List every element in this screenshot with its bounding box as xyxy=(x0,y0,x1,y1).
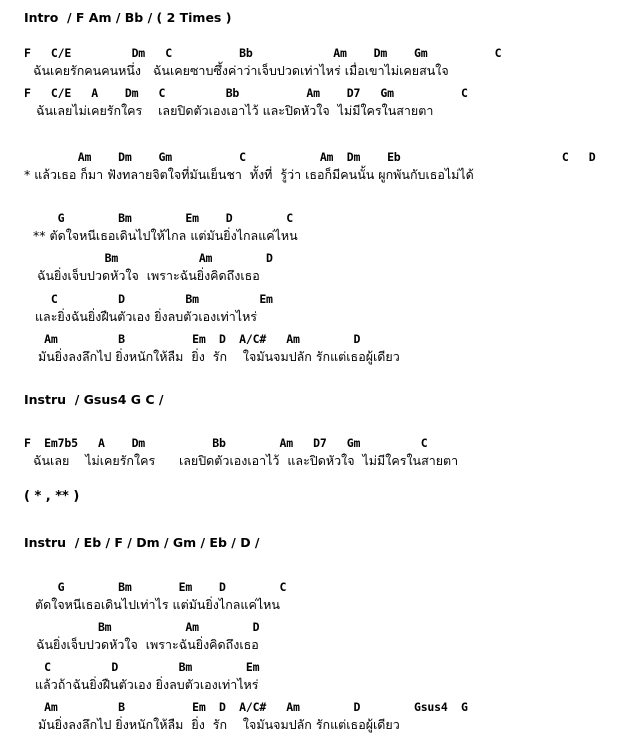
section-header: Instru / Eb / F / Dm / Gm / Eb / D / xyxy=(24,535,260,550)
lyric-line: ** ตัดใจหนีเธอเดินไปให้ไกล แต่มันยิ่งไกลแค่ไหน xyxy=(33,228,298,243)
lyric-line: ตัดใจหนีเธอเดินไปเท่าไร แต่มันยิ่งไกลแค่ไหน xyxy=(35,597,280,612)
chord-line: C D Bm Em xyxy=(24,292,273,306)
lyric-line: ฉันเลย ไม่เคยรักใคร เลยปิดตัวเองเอาไว้ และปิดหัวใจ ไม่มีใครในสายตา xyxy=(33,453,459,468)
chord-line: G Bm Em D C xyxy=(24,211,293,225)
section-header: Instru / Gsus4 G C / xyxy=(24,392,164,407)
lyric-line: * แล้วเธอ ก็มา ฟังทลายจิตใจที่มันเย็นชา ทั้งที่ รู้ว่า เธอก็มีคนนั้น ผูกพันกับเธอไม่ได้ xyxy=(24,167,474,182)
chord-line: F C/E Dm C Bb Am Dm Gm C xyxy=(24,46,502,60)
lyric-line: มันยิ่งลงลึกไป ยิ่งหนักให้ลืม ยิ่ง รัก ใจมันจมปลัก รักแต่เธอผู้เดียว xyxy=(38,349,400,364)
lyric-line: แล้วถ้าฉันยิ่งฝืนตัวเอง ยิ่งลบตัวเองเท่าไหร่ xyxy=(35,677,259,692)
lyric-line: ฉันเลยไม่เคยรักใคร เลยปิดตัวเองเอาไว้ และปิดหัวใจ ไม่มีใครในสายตา xyxy=(36,103,434,118)
chord-line: Bm Am D xyxy=(24,251,273,265)
chord-line: Am Dm Gm C Am Dm Eb C D xyxy=(24,150,596,164)
chord-line: G Bm Em D C xyxy=(24,580,287,594)
lyric-line: ฉันยิ่งเจ็บปวดหัวใจ เพราะฉันยิ่งคิดถึงเธอ xyxy=(37,268,260,283)
chord-line: C D Bm Em xyxy=(24,660,260,674)
lyric-line: และยิ่งฉันยิ่งฝืนตัวเอง ยิ่งลบตัวเองเท่าไหร่ xyxy=(35,309,258,324)
lyric-line: มันยิ่งลงลึกไป ยิ่งหนักให้ลืม ยิ่ง รัก ใจมันจมปลัก รักแต่เธอผู้เดียว xyxy=(38,717,400,732)
chord-line: Am B Em D A/C# Am D Gsus4 G xyxy=(24,700,468,714)
repeat-marker: ( * , ** ) xyxy=(24,489,80,504)
chord-line: F Em7b5 A Dm Bb Am D7 Gm C xyxy=(24,436,428,450)
lyric-line: ฉันเคยรักคนคนหนึ่ง ฉันเคยซาบซึ้งค่าว่าเจ็บปวดเท่าไหร่ เมื่อเขาไม่เคยสนใจ xyxy=(33,63,449,78)
chord-line: F C/E A Dm C Bb Am D7 Gm C xyxy=(24,86,468,100)
chord-line: Bm Am D xyxy=(24,620,260,634)
section-header: Intro / F Am / Bb / ( 2 Times ) xyxy=(24,10,232,25)
chord-line: Am B Em D A/C# Am D xyxy=(24,332,361,346)
lyric-line: ฉันยิ่งเจ็บปวดหัวใจ เพราะฉันยิ่งคิดถึงเธอ xyxy=(36,637,259,652)
